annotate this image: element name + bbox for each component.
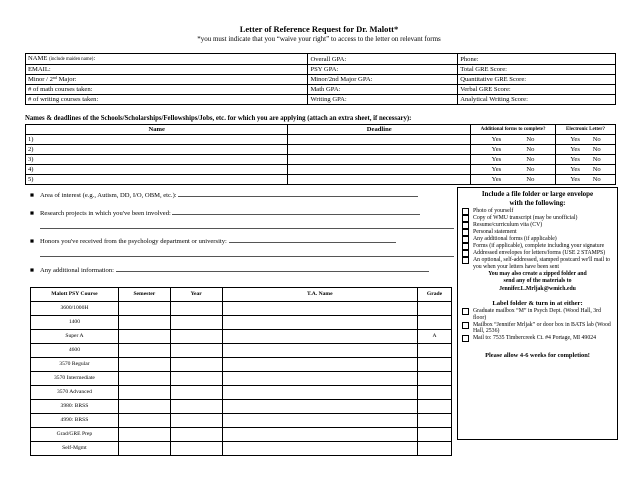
school-name-cell[interactable]: 1) bbox=[26, 135, 288, 145]
no-option[interactable]: No bbox=[592, 156, 601, 163]
semester-cell[interactable] bbox=[118, 372, 170, 386]
checkbox[interactable] bbox=[462, 222, 469, 229]
bullet-icon: ■ bbox=[30, 238, 34, 245]
no-option[interactable]: No bbox=[526, 136, 535, 143]
grade-cell[interactable] bbox=[418, 316, 452, 330]
location-item[interactable]: Mail to: 7535 Timbercreek Ct. #4 Portage, MI 49024 bbox=[462, 335, 613, 342]
analytical-writing-field[interactable]: Analytical Writing Score: bbox=[458, 95, 616, 105]
checkbox[interactable] bbox=[462, 208, 469, 215]
answer-line[interactable] bbox=[172, 208, 420, 215]
applicant-info-table bbox=[25, 53, 616, 105]
course-name: 3570 Advanced bbox=[31, 386, 119, 400]
year-cell[interactable] bbox=[170, 428, 222, 442]
ta-cell[interactable] bbox=[222, 372, 417, 386]
ta-cell[interactable] bbox=[222, 386, 417, 400]
checkbox[interactable] bbox=[462, 250, 469, 257]
forms-cell[interactable] bbox=[471, 145, 556, 155]
info-row bbox=[26, 54, 616, 65]
yes-option[interactable]: Yes bbox=[570, 166, 580, 173]
checklist-item[interactable]: Resume/curriculum vita (CV) bbox=[462, 222, 613, 229]
checkbox[interactable] bbox=[462, 308, 469, 315]
deadline-cell[interactable] bbox=[288, 155, 471, 165]
course-name: Super A bbox=[31, 330, 119, 344]
courses-header-row bbox=[31, 288, 452, 302]
semester-cell[interactable] bbox=[118, 344, 170, 358]
yes-option[interactable]: Yes bbox=[491, 176, 502, 183]
schools-header-row bbox=[26, 125, 616, 135]
course-row bbox=[31, 442, 452, 456]
course-row bbox=[31, 372, 452, 386]
forms-cell[interactable] bbox=[471, 175, 556, 185]
checklist-item[interactable]: Forms (if applicable), complete including your signature bbox=[462, 243, 613, 250]
bullet-icon: ■ bbox=[30, 267, 34, 274]
ta-cell[interactable] bbox=[222, 316, 417, 330]
course-name: 3600/1000H bbox=[31, 302, 119, 316]
year-cell[interactable] bbox=[170, 400, 222, 414]
col-deadline-header: Deadline bbox=[288, 125, 471, 135]
psy-gpa-field[interactable]: PSY GPA: bbox=[308, 65, 458, 75]
ta-cell[interactable] bbox=[222, 400, 417, 414]
grade-cell[interactable] bbox=[418, 428, 452, 442]
checkbox[interactable] bbox=[462, 322, 469, 329]
course-name: 1400 bbox=[31, 316, 119, 330]
deadline-cell[interactable] bbox=[288, 165, 471, 175]
quant-gre-field[interactable]: Quantitative GRE Score: bbox=[458, 75, 616, 85]
grade-cell[interactable] bbox=[418, 358, 452, 372]
grade-cell[interactable] bbox=[418, 414, 452, 428]
grade-cell[interactable] bbox=[418, 302, 452, 316]
ta-cell[interactable] bbox=[222, 414, 417, 428]
course-name: 3570 Intermediate bbox=[31, 372, 119, 386]
year-cell[interactable] bbox=[170, 330, 222, 344]
schools-table bbox=[25, 124, 616, 185]
course-row bbox=[31, 400, 452, 414]
semester-cell[interactable] bbox=[118, 428, 170, 442]
checkbox[interactable] bbox=[462, 229, 469, 236]
year-cell[interactable] bbox=[170, 386, 222, 400]
school-name-cell[interactable]: 5) bbox=[26, 175, 288, 185]
semester-cell[interactable] bbox=[118, 302, 170, 316]
col-course-header: Malott PSY Course bbox=[31, 288, 119, 302]
course-name: Self-Mgmt bbox=[31, 442, 119, 456]
deadline-cell[interactable] bbox=[288, 175, 471, 185]
year-cell[interactable] bbox=[170, 372, 222, 386]
info-row bbox=[26, 75, 616, 85]
course-row bbox=[31, 330, 452, 344]
course-name: 4990: BRSS bbox=[31, 414, 119, 428]
semester-cell[interactable] bbox=[118, 330, 170, 344]
yes-option[interactable]: Yes bbox=[491, 156, 502, 163]
grade-cell[interactable] bbox=[418, 400, 452, 414]
info-row bbox=[26, 65, 616, 75]
checklist-subheading: with the following: bbox=[509, 199, 566, 207]
ta-cell[interactable] bbox=[222, 344, 417, 358]
school-row bbox=[26, 135, 616, 145]
course-name: Grad/GRE Prep bbox=[31, 428, 119, 442]
letter-cell[interactable] bbox=[556, 175, 616, 185]
no-option[interactable]: No bbox=[526, 156, 535, 163]
semester-cell[interactable] bbox=[118, 386, 170, 400]
year-cell[interactable] bbox=[170, 442, 222, 456]
ta-cell[interactable] bbox=[222, 442, 417, 456]
answer-line[interactable] bbox=[178, 190, 418, 197]
info-row bbox=[26, 95, 616, 105]
ta-cell[interactable] bbox=[222, 428, 417, 442]
question-area-of-interest: ■ Area of interest (e.g., Autism, DD, I/O, OBM, etc.): bbox=[30, 190, 418, 199]
col-grade-header: Grade bbox=[418, 288, 452, 302]
letter-cell[interactable] bbox=[556, 145, 616, 155]
col-year-header: Year bbox=[170, 288, 222, 302]
course-row bbox=[31, 386, 452, 400]
school-row bbox=[26, 165, 616, 175]
contact-email: Jennifer.L.Mrljak@wmich.edu bbox=[499, 285, 576, 292]
col-letter-header: Electronic Letter? bbox=[556, 125, 616, 135]
answer-line[interactable] bbox=[40, 227, 454, 229]
checklist-item[interactable]: Any additional forms (if applicable) bbox=[462, 236, 613, 243]
answer-line[interactable] bbox=[40, 255, 454, 257]
year-cell[interactable] bbox=[170, 302, 222, 316]
question-research-projects: ■ Research projects in which you've been involved: bbox=[30, 208, 420, 217]
letter-cell[interactable] bbox=[556, 155, 616, 165]
year-cell[interactable] bbox=[170, 316, 222, 330]
ta-cell[interactable] bbox=[222, 330, 417, 344]
deadline-cell[interactable] bbox=[288, 145, 471, 155]
completion-note: Please allow 4-6 weeks for completion! bbox=[485, 352, 590, 360]
grade-cell[interactable] bbox=[418, 386, 452, 400]
ta-cell[interactable] bbox=[222, 358, 417, 372]
checkbox[interactable] bbox=[462, 236, 469, 243]
answer-line[interactable] bbox=[116, 265, 429, 272]
email-field[interactable]: EMAIL: bbox=[26, 65, 308, 75]
checklist-item[interactable]: An optional, self-addressed, stamped postcard we'll mail to you when your letters have been sent bbox=[462, 257, 613, 271]
forms-cell[interactable] bbox=[471, 165, 556, 175]
no-option[interactable]: No bbox=[526, 176, 535, 183]
col-forms-header: Additional forms to complete? bbox=[471, 125, 556, 135]
writing-gpa-field[interactable]: Writing GPA: bbox=[308, 95, 458, 105]
minor-major-field[interactable]: Minor / 2nd Major: bbox=[26, 75, 308, 85]
no-option[interactable]: No bbox=[526, 146, 535, 153]
answer-line[interactable] bbox=[229, 236, 396, 243]
semester-cell[interactable] bbox=[118, 316, 170, 330]
no-option[interactable]: No bbox=[592, 146, 601, 153]
writing-courses-field[interactable]: # of writing courses taken: bbox=[26, 95, 308, 105]
bullet-icon: ■ bbox=[30, 210, 34, 217]
courses-table bbox=[30, 287, 452, 456]
info-row bbox=[26, 85, 616, 95]
school-row bbox=[26, 155, 616, 165]
checklist-item[interactable]: Copy of WMU transcript (may be unofficial) bbox=[462, 215, 613, 222]
col-name-header: Name bbox=[26, 125, 288, 135]
deadline-cell[interactable] bbox=[288, 135, 471, 145]
no-option[interactable]: No bbox=[592, 166, 601, 173]
yes-option[interactable]: Yes bbox=[570, 176, 580, 183]
course-row bbox=[31, 428, 452, 442]
checkbox[interactable] bbox=[462, 215, 469, 222]
letter-cell[interactable] bbox=[556, 165, 616, 175]
math-courses-field[interactable]: # of math courses taken: bbox=[26, 85, 308, 95]
yes-option[interactable]: Yes bbox=[570, 156, 580, 163]
course-row bbox=[31, 316, 452, 330]
total-gre-field[interactable]: Total GRE Score: bbox=[458, 65, 616, 75]
checkbox[interactable] bbox=[462, 335, 469, 342]
year-cell[interactable] bbox=[170, 358, 222, 372]
no-option[interactable]: No bbox=[592, 136, 601, 143]
question-honors: ■ Honors you've received from the psychology department or university: bbox=[30, 236, 396, 245]
no-option[interactable]: No bbox=[526, 166, 535, 173]
year-cell[interactable] bbox=[170, 414, 222, 428]
minor-gpa-field[interactable]: Minor/2nd Major GPA: bbox=[308, 75, 458, 85]
phone-field[interactable]: Phone: bbox=[458, 54, 616, 65]
checklist-item[interactable]: Addressed envelopes for letters/forms (USE 2 STAMPS) bbox=[462, 250, 613, 257]
location-item[interactable]: Mailbox “Jennifer Mrljak” or door box in BATS lab (Wood Hall, 2536) bbox=[462, 322, 613, 336]
course-row bbox=[31, 414, 452, 428]
zip-note: send any of the materials to bbox=[503, 278, 572, 285]
col-semester-header: Semester bbox=[118, 288, 170, 302]
school-name-cell[interactable]: 4) bbox=[26, 165, 288, 175]
checklist-heading: Include a file folder or large envelope bbox=[481, 190, 594, 198]
course-row bbox=[31, 344, 452, 358]
checklist-box bbox=[457, 187, 618, 440]
grade-cell[interactable] bbox=[418, 372, 452, 386]
course-name: 4600 bbox=[31, 344, 119, 358]
verbal-gre-field[interactable]: Verbal GRE Score: bbox=[458, 85, 616, 95]
semester-cell[interactable] bbox=[118, 400, 170, 414]
no-option[interactable]: No bbox=[592, 176, 601, 183]
school-name-cell[interactable]: 2) bbox=[26, 145, 288, 155]
checklist-item[interactable]: Photo of yourself bbox=[462, 208, 613, 215]
math-gpa-field[interactable]: Math GPA: bbox=[308, 85, 458, 95]
label-heading: Label folder & turn in at either: bbox=[492, 300, 583, 308]
semester-cell[interactable] bbox=[118, 442, 170, 456]
overall-gpa-field[interactable]: Overall GPA: bbox=[308, 54, 458, 65]
course-row bbox=[31, 358, 452, 372]
checkbox[interactable] bbox=[462, 243, 469, 250]
checklist-item[interactable]: Personal statement bbox=[462, 229, 613, 236]
page-title: Letter of Reference Request for Dr. Malott* bbox=[239, 24, 399, 34]
school-row bbox=[26, 145, 616, 155]
yes-option[interactable]: Yes bbox=[491, 166, 502, 173]
school-name-cell[interactable]: 3) bbox=[26, 155, 288, 165]
grade-cell[interactable]: A bbox=[418, 330, 452, 344]
course-name: 3570 Regular bbox=[31, 358, 119, 372]
name-field[interactable]: NAME (include maiden name): bbox=[26, 54, 308, 65]
yes-option[interactable]: Yes bbox=[570, 136, 580, 143]
course-row bbox=[31, 302, 452, 316]
location-item[interactable]: Graduate mailbox “M” in Psych Dept. (Wood Hall, 3rd floor) bbox=[462, 308, 613, 322]
schools-heading: Names & deadlines of the Schools/Scholarships/Fellowships/Jobs, etc. for which you are applying (attach an extra sheet, if necessary): bbox=[25, 115, 412, 122]
yes-option[interactable]: Yes bbox=[491, 146, 502, 153]
checkbox[interactable] bbox=[462, 257, 469, 264]
question-additional-info: ■ Any additional information: bbox=[30, 265, 429, 274]
bullet-icon: ■ bbox=[30, 192, 34, 199]
ta-cell[interactable] bbox=[222, 302, 417, 316]
page-subtitle: *you must indicate that you “waive your right” to access to the letter on relevant forms bbox=[197, 35, 441, 43]
letter-cell[interactable] bbox=[556, 135, 616, 145]
semester-cell[interactable] bbox=[118, 414, 170, 428]
year-cell[interactable] bbox=[170, 344, 222, 358]
zip-note: You may also create a zipped folder and bbox=[488, 270, 587, 277]
school-row bbox=[26, 175, 616, 185]
yes-option[interactable]: Yes bbox=[570, 146, 580, 153]
yes-option[interactable]: Yes bbox=[491, 136, 502, 143]
course-name: 3980: BRSS bbox=[31, 400, 119, 414]
semester-cell[interactable] bbox=[118, 358, 170, 372]
grade-cell[interactable] bbox=[418, 344, 452, 358]
forms-cell[interactable] bbox=[471, 155, 556, 165]
grade-cell[interactable] bbox=[418, 442, 452, 456]
forms-cell[interactable] bbox=[471, 135, 556, 145]
col-ta-header: T.A. Name bbox=[222, 288, 417, 302]
